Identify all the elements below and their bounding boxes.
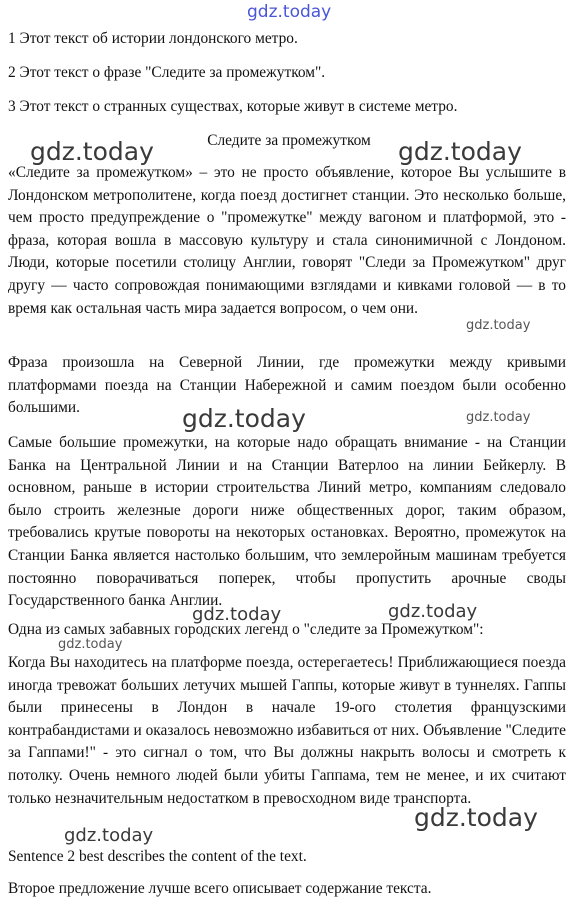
watermark-top: gdz.today — [247, 2, 332, 22]
option-3: 3 Этот текст о странных существах, которые живут в системе метро. — [8, 98, 458, 115]
option-1: 1 Этот текст об истории лондонского метро. — [8, 30, 298, 47]
answer-english: Sentence 2 best describes the content of the text. — [8, 848, 307, 865]
article-paragraph-2: Фраза произошла на Северной Линии, где промежутки между кривыми платформами поезда на Станции Набережной и самим поездом были особенно большими. — [8, 354, 566, 417]
article-title: Следите за промежутком — [207, 132, 371, 149]
answer-russian: Второе предложение лучше всего описывает содержание текста. — [8, 880, 432, 897]
watermark: gdz.today — [192, 604, 282, 625]
article-paragraph-3: Самые большие промежутки, на которые надо обращать внимание - на Станции Банка на Центральной Линии и на Станции Ватерлоо на линии Бейкерлу. В основном, раньше в истории строительства Линий метро, компаниям следовало было строить железные дороги ниже общественных дорог, таким образом, требовались крутые повороты на некоторых остановках. Вероятно, промежуток на Станции Банка является настолько большим, что землеройным машинам требуется постоянно поворачиваться поперек, чтобы пропустить арочные своды Государственного банка Англии. — [8, 434, 566, 610]
option-2: 2 Этот текст о фразе "Следите за промежутком". — [8, 64, 326, 81]
watermark: gdz.today — [398, 137, 522, 166]
watermark: gdz.today — [466, 410, 531, 425]
watermark: gdz.today — [182, 404, 306, 433]
legend-heading: Одна из самых забавных городских легенд о "следите за Промежутком": — [8, 621, 484, 638]
watermark: gdz.today — [30, 137, 154, 166]
legend-text: Когда Вы находитесь на платформе поезда, остерегаетесь! Приближающиеся поезда иногда тревожат больших летучих мышей Гаппы, которые живут в туннелях. Гаппы были принесены в Лондон в начале 19-ого столетия французскими контрабандистами и оказалось невозможно избавиться от них. Объявление "Следите за Гаппами!" - это сигнал о том, что Вы должны накрыть волосы и смотреть к потолку. Очень немного людей были убиты Гаппама, тем не менее, и их считают только незначительным недостатком в превосходном виде транспорта. — [8, 654, 566, 807]
watermark: gdz.today — [64, 825, 154, 846]
article-paragraph-1: «Следите за промежутком» – это не просто объявление, которое Вы услышите в Лондонском метрополитене, когда поезд достигнет станции. Это несколько больше, чем просто предупреждение о "промежутке" между вагоном и платформой, это - фраза, которая вошла в массовую культуру и стала синонимичной с Лондоном. Люди, которые посетили столицу Англии, говорят "Следи за Промежутком" друг другу — часто сопровождая понимающими взглядами и кивками головой — в то время как остальная часть мира задается вопросом, о чем они. — [8, 164, 566, 317]
watermark: gdz.today — [466, 318, 531, 333]
watermark: gdz.today — [388, 601, 478, 622]
watermark: gdz.today — [414, 803, 538, 832]
watermark: gdz.today — [58, 637, 123, 652]
